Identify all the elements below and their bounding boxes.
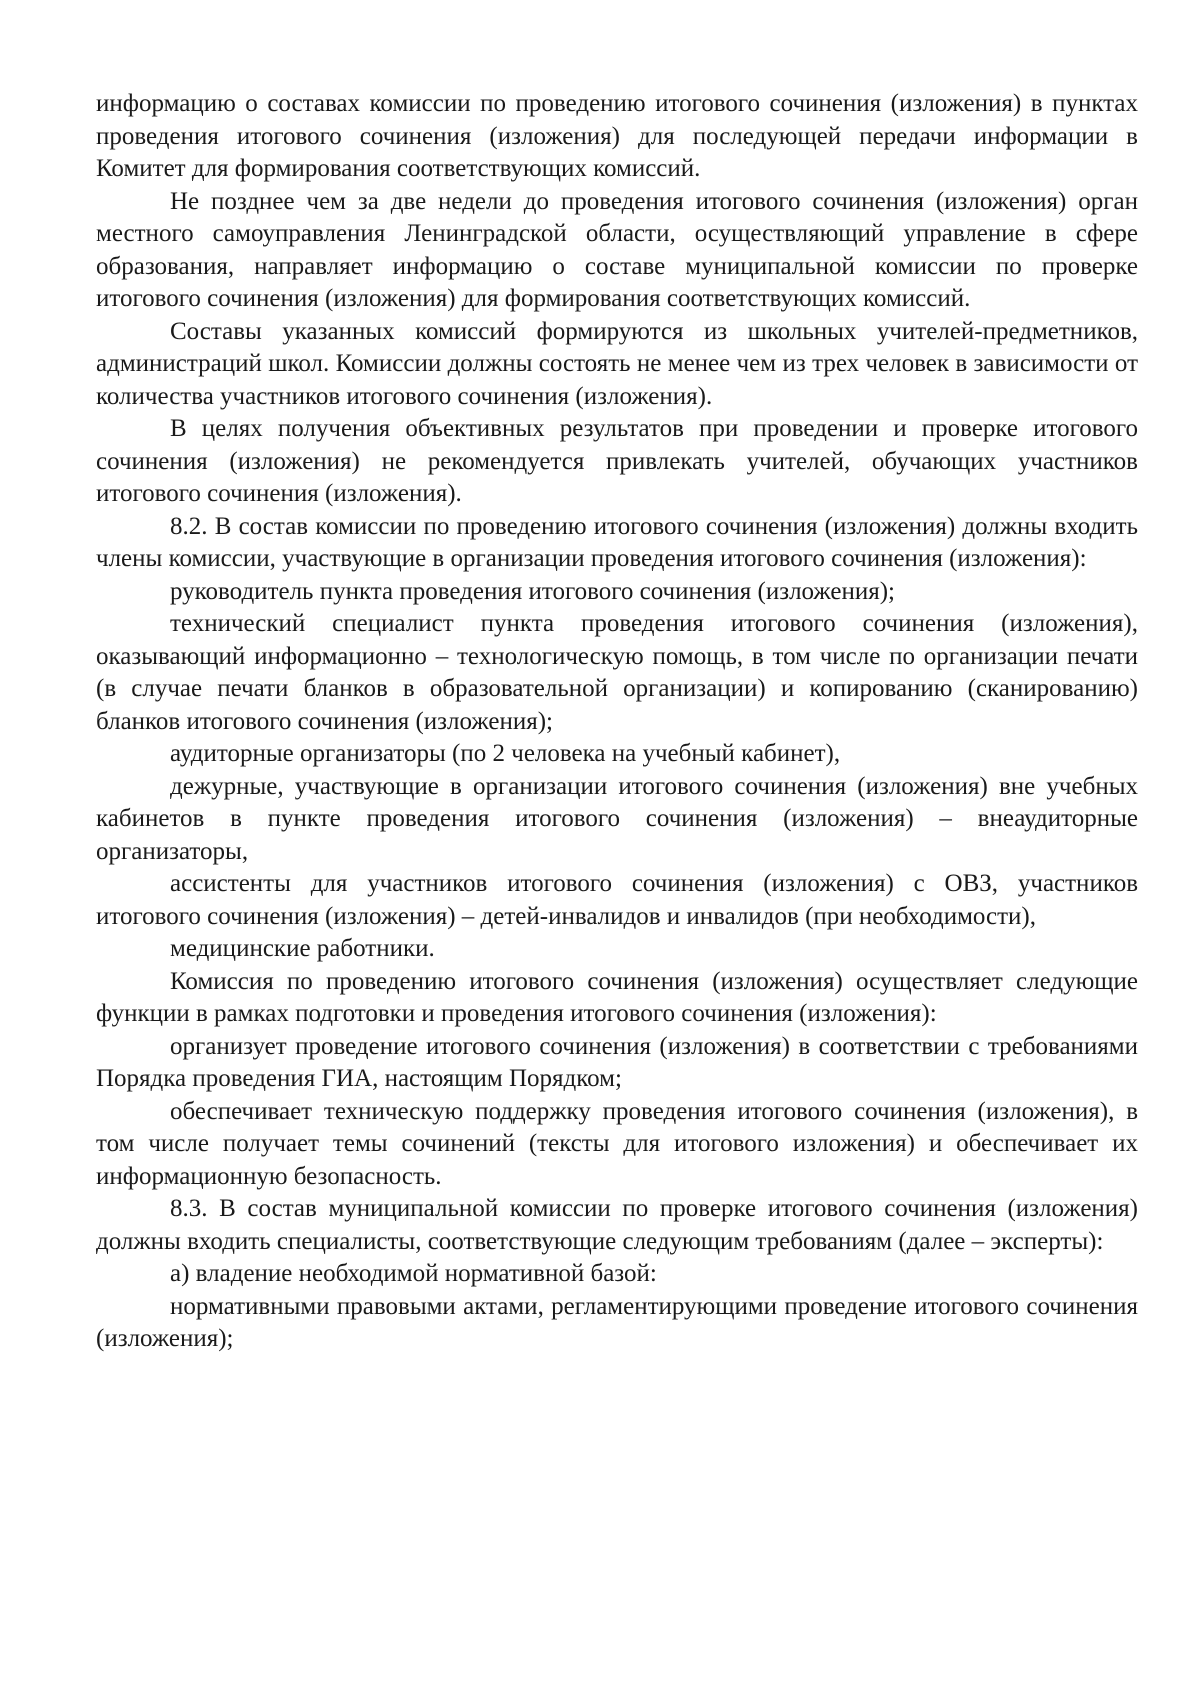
list-item-auditorium-organizers: аудиторные организаторы (по 2 человека на учебный кабинет), — [170, 740, 841, 767]
list-item-medical: медицинские работники. — [170, 935, 435, 962]
paragraph-section-8-2: 8.2. В состав комиссии по проведению итогового сочинения (изложения) должны входить члены комиссии, участвующие в организации проведения итогового сочинения (изложения): — [96, 512, 1138, 572]
paragraph-deadline: Не позднее чем за две недели до проведения итогового сочинения (изложения) орган местного самоуправления Ленинградской области, осуществляющий управление в сфере образования, направляет информацию о составе муниципальной комиссии по проверке итогового сочинения (изложения) для формирования соответствующих комиссий. — [96, 187, 1138, 312]
list-item-legal-acts: нормативными правовыми актами, регламентирующими проведение итогового сочинения (изложения); — [96, 1292, 1138, 1352]
list-item-normative-base: а) владение необходимой нормативной базой: — [170, 1260, 657, 1287]
list-item-assistants: ассистенты для участников итогового сочинения (изложения) с ОВЗ, участников итогового сочинения (изложения) – детей-инвалидов и инвалидов (при необходимости), — [96, 870, 1138, 930]
list-item-organizes: организует проведение итогового сочинения (изложения) в соответствии с требованиями Порядка проведения ГИА, настоящим Порядком; — [96, 1032, 1138, 1092]
paragraph-composition: Составы указанных комиссий формируются из школьных учителей-предметников, администраций школ. Комиссии должны состоять не менее чем из трех человек в зависимости от количества участников итогового сочинения (изложения). — [96, 317, 1138, 410]
list-item-tech-specialist: технический специалист пункта проведения итогового сочинения (изложения), оказывающий информационно – технологическую помощь, в том числе по организации печати (в случае печати бланков в образовательной организации) и копированию (сканированию) бланков итогового сочинения (изложения); — [96, 610, 1138, 735]
paragraph-section-8-3: 8.3. В состав муниципальной комиссии по проверке итогового сочинения (изложения) должны входить специалисты, соответствующие следующим требованиям (далее – эксперты): — [96, 1195, 1138, 1255]
list-item-head: руководитель пункта проведения итогового сочинения (изложения); — [170, 577, 895, 605]
list-item-tech-support: обеспечивает техническую поддержку проведения итогового сочинения (изложения), в том числе получает темы сочинений (тексты для итогового изложения) и обеспечивает их информационную безопасность. — [96, 1097, 1138, 1190]
document-page — [96, 88, 1138, 1356]
paragraph-continuation: информацию о составах комиссии по проведению итогового сочинения (изложения) в пунктах проведения итогового сочинения (изложения) для последующей передачи информации в Комитет для формирования соответствующих комиссий. — [96, 90, 1138, 182]
paragraph-commission-functions: Комиссия по проведению итогового сочинения (изложения) осуществляет следующие функции в рамках подготовки и проведения итогового сочинения (изложения): — [96, 967, 1138, 1027]
paragraph-objectivity: В целях получения объективных результатов при проведении и проверке итогового сочинения (изложения) не рекомендуется привлекать учителей, обучающих участников итогового сочинения (изложения). — [96, 415, 1138, 507]
list-item-duty-staff: дежурные, участвующие в организации итогового сочинения (изложения) вне учебных кабинетов в пункте проведения итогового сочинения (изложения) – внеаудиторные организаторы, — [96, 772, 1138, 865]
